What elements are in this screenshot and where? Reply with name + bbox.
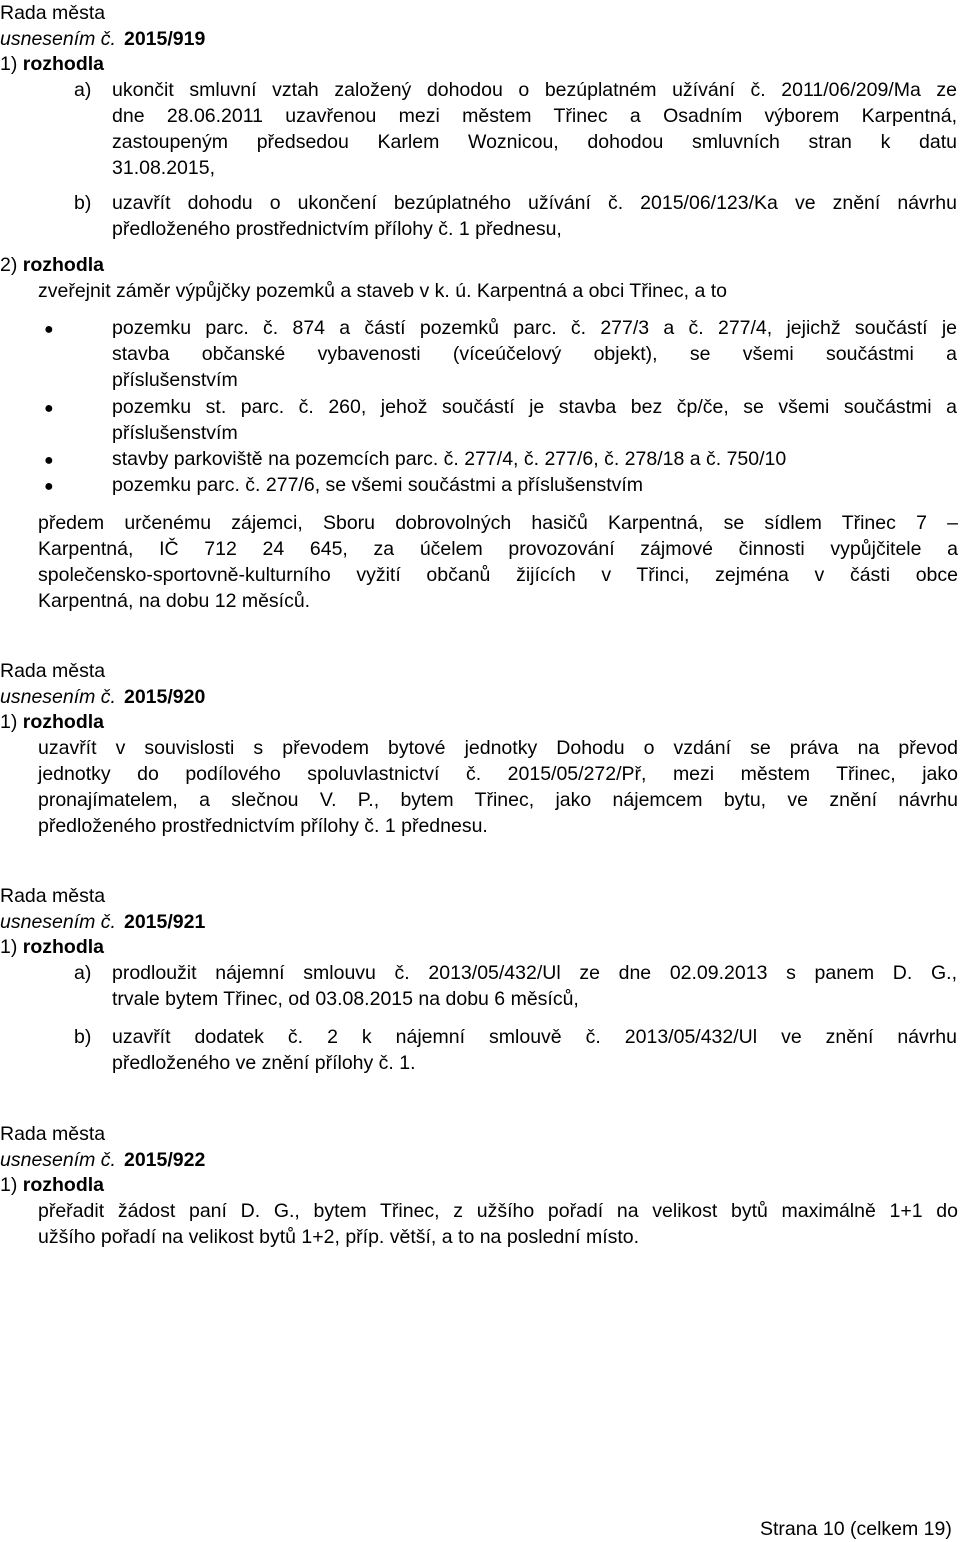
- text-line: pozemku parc. č. 874 a částí pozemků parc. č. 277/3 a č. 277/4, jejichž součástí je: [112, 317, 957, 339]
- bullet-icon: ●: [44, 478, 54, 495]
- decision-number: 1): [0, 936, 18, 958]
- text-line: předloženého prostřednictvím přílohy č. 1 přednesu.: [38, 815, 488, 837]
- text-line: pozemku parc. č. 277/6, se všemi součástmi a příslušenstvím: [112, 474, 644, 496]
- text-line: pronajímatelem, a slečnou V. P., bytem Třinec, jako nájemcem bytu, ve znění návrhu: [38, 789, 958, 811]
- decision-label: rozhodla: [22, 1174, 105, 1196]
- decision-label: rozhodla: [22, 254, 105, 276]
- item-letter: b): [74, 1026, 92, 1048]
- decision-outro: [38, 510, 958, 614]
- decision-heading: [0, 252, 104, 278]
- bullet-text: [112, 446, 957, 472]
- resolution-label: usnesením č.: [0, 686, 116, 708]
- decision-label: rozhodla: [22, 53, 105, 75]
- resolution-label: usnesením č.: [0, 1149, 116, 1171]
- bullet-text: [112, 394, 957, 446]
- decision-heading: [0, 1172, 104, 1198]
- text-line: pozemku st. parc. č. 260, jehož součástí je stavba bez čp/če, se všemi součástmi a: [112, 396, 957, 418]
- text-line: zveřejnit záměr výpůjčky pozemků a staveb v k. ú. Karpentná a obci Třinec, a to: [38, 280, 727, 302]
- item-text: [112, 77, 957, 181]
- council-label: Rada města: [0, 885, 106, 907]
- text-line: přeřadit žádost paní D. G., bytem Třinec, z užšího pořadí na velikost bytů maximálně 1+1 do: [38, 1200, 958, 1222]
- decision-number: 1): [0, 711, 18, 733]
- text-line: příslušenstvím: [112, 369, 238, 391]
- decision-text: [38, 735, 958, 839]
- item-text: [112, 960, 957, 1012]
- text-line: trvale bytem Třinec, od 03.08.2015 na dobu 6 měsíců,: [112, 988, 579, 1010]
- text-line: společensko-sportovně-kulturního vyžití občanů žijících v Třinci, zejména v části obce: [38, 564, 958, 586]
- resolution-number: 2015/921: [123, 911, 206, 933]
- text-line: předem určenému zájemci, Sboru dobrovolných hasičů Karpentná, se sídlem Třinec 7 –: [38, 512, 958, 534]
- item-letter: a): [74, 79, 92, 101]
- text-line: příslušenstvím: [112, 422, 238, 444]
- text-line: užšího pořadí na velikost bytů 1+2, příp. větší, a to na poslední místo.: [38, 1226, 640, 1248]
- text-line: uzavřít dodatek č. 2 k nájemní smlouvě č. 2013/05/432/Ul ve znění návrhu: [112, 1026, 957, 1048]
- resolution-number: 2015/919: [123, 28, 206, 50]
- text-line: 31.08.2015,: [112, 157, 216, 179]
- text-line: uzavřít v souvislosti s převodem bytové jednotky Dohodu o vzdání se práva na převod: [38, 737, 958, 759]
- text-line: zastoupeným předsedou Karlem Woznicou, dohodou smluvních stran k datu: [112, 131, 957, 153]
- decision-intro: [38, 278, 958, 304]
- decision-heading: [0, 51, 104, 77]
- decision-heading: [0, 934, 104, 960]
- resolution-header: [0, 909, 205, 935]
- decision-text: [38, 1198, 958, 1250]
- council-label: Rada města: [0, 1123, 106, 1145]
- text-line: prodloužit nájemní smlouvu č. 2013/05/432/Ul ze dne 02.09.2013 s panem D. G.,: [112, 962, 957, 984]
- decision-label: rozhodla: [22, 936, 105, 958]
- resolution-number: 2015/922: [123, 1149, 206, 1171]
- item-letter: b): [74, 192, 92, 214]
- decision-number: 1): [0, 53, 18, 75]
- council-label: Rada města: [0, 2, 106, 24]
- text-line: jednotky do podílového spoluvlastnictví č. 2015/05/272/Př, mezi městem Třinec, jako: [38, 763, 958, 785]
- text-line: dne 28.06.2011 uzavřenou mezi městem Třinec a Osadním výborem Karpentná,: [112, 105, 957, 127]
- text-line: předloženého ve znění přílohy č. 1.: [112, 1052, 416, 1074]
- decision-label: rozhodla: [22, 711, 105, 733]
- item-letter: a): [74, 962, 92, 984]
- text-line: ukončit smluvní vztah založený dohodou o bezúplatném užívání č. 2011/06/209/Ma ze: [112, 79, 957, 101]
- resolution-number: 2015/920: [123, 686, 206, 708]
- text-line: stavba občanské vybavenosti (víceúčelový objekt), se všemi součástmi a: [112, 343, 957, 365]
- resolution-label: usnesením č.: [0, 911, 116, 933]
- decision-number: 1): [0, 1174, 18, 1196]
- resolution-header: [0, 1147, 205, 1173]
- text-line: uzavřít dohodu o ukončení bezúplatného užívání č. 2015/06/123/Ka ve znění návrhu: [112, 192, 957, 214]
- resolution-label: usnesením č.: [0, 28, 116, 50]
- bullet-text: [112, 315, 957, 393]
- decision-heading: [0, 709, 104, 735]
- text-line: stavby parkoviště na pozemcích parc. č. 277/4, č. 277/6, č. 278/18 a č. 750/10: [112, 448, 787, 470]
- decision-number: 2): [0, 254, 18, 276]
- resolution-header: [0, 26, 205, 52]
- text-line: předloženého prostřednictvím přílohy č. 1 přednesu,: [112, 218, 562, 240]
- bullet-icon: ●: [44, 400, 54, 417]
- council-label: Rada města: [0, 660, 106, 682]
- page-footer: Strana 10 (celkem 19): [760, 1518, 952, 1540]
- bullet-icon: ●: [44, 321, 54, 338]
- resolution-header: [0, 684, 205, 710]
- bullet-text: [112, 472, 957, 498]
- item-text: [112, 190, 957, 242]
- text-line: Karpentná, IČ 712 24 645, za účelem provozování zájmové činnosti vypůjčitele a: [38, 538, 958, 560]
- bullet-icon: ●: [44, 452, 54, 469]
- item-text: [112, 1024, 957, 1076]
- text-line: Karpentná, na dobu 12 měsíců.: [38, 590, 311, 612]
